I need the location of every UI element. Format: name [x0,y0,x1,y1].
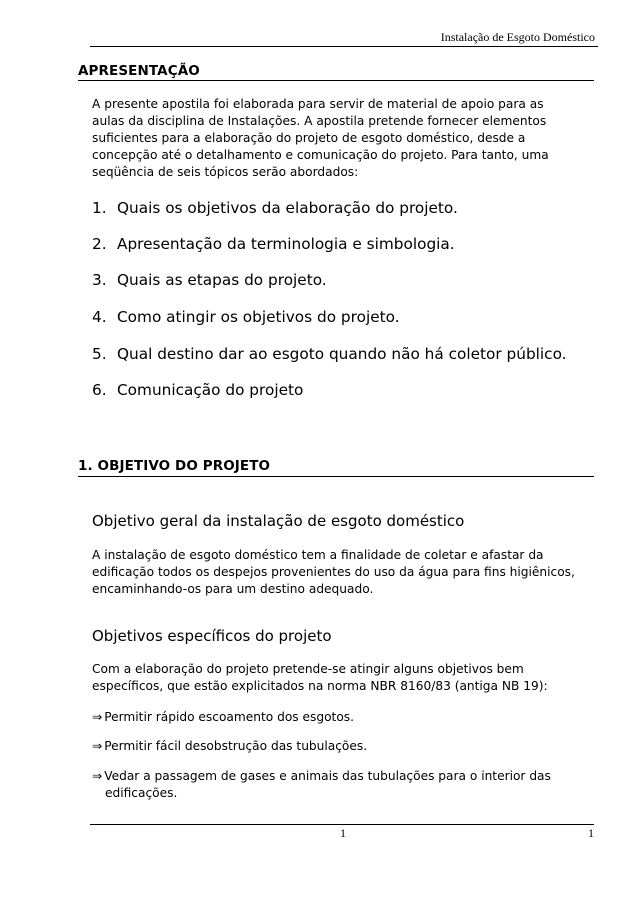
bullet-text: Permitir fácil desobstrução das tubulações. [104,739,368,753]
paragraph-line: A instalação de esgoto doméstico tem a finalidade de coletar e afastar da [92,548,544,562]
running-header: Instalação de Esgoto Doméstico [440,30,595,44]
paragraph-line: suficientes para a elaboração do projeto de esgoto doméstico, desde a [92,131,526,145]
presentation-title: APRESENTAÇÃO [78,63,200,79]
objective-section-title: 1. OBJETIVO DO PROJETO [78,458,271,474]
header-rule [90,46,598,47]
page-number-center: 1 [340,826,346,840]
paragraph-line: aulas da disciplina de Instalações. A apostila pretende fornecer elementos [92,114,547,128]
topic-item [92,235,455,253]
topic-text: Quais as etapas do projeto. [117,271,327,289]
double-arrow-icon: ⇒ [92,769,103,783]
bullet-text-continuation: edificações. [105,786,178,800]
paragraph-line: A presente apostila foi elaborada para servir de material de apoio para as [92,97,544,111]
paragraph-line: concepção até o detalhamento e comunicação do projeto. Para tanto, uma [92,148,549,162]
paragraph-line: encaminhando-os para um destino adequado. [92,582,374,596]
bullet-text: Permitir rápido escoamento dos esgotos. [104,710,354,724]
presentation-title-rule [78,80,594,81]
topic-text: Qual destino dar ao esgoto quando não há coletor público. [117,345,567,363]
general-objective-heading: Objetivo geral da instalação de esgoto doméstico [92,512,465,530]
objective-bullet [92,768,551,802]
general-objective-paragraph [92,547,575,598]
topic-item [92,271,327,289]
double-arrow-icon: ⇒ [92,739,103,753]
page-number-right: 1 [588,826,594,840]
paragraph-line: Com a elaboração do projeto pretende-se atingir alguns objetivos bem [92,662,524,676]
topic-text: Apresentação da terminologia e simbologia. [117,235,455,253]
topic-text: Comunicação do projeto [117,381,304,399]
specific-objectives-paragraph [92,661,548,695]
topic-number: 5. [92,345,107,363]
paragraph-line: seqüência de seis tópicos serão abordados: [92,165,359,179]
specific-objectives-heading: Objetivos específicos do projeto [92,627,332,645]
presentation-paragraph [92,96,549,181]
objective-bullet [92,738,367,755]
topic-number: 4. [92,308,107,326]
topic-item [92,199,458,217]
footer-rule [90,824,594,825]
topic-number: 1. [92,199,107,217]
topic-text: Quais os objetivos da elaboração do projeto. [117,199,458,217]
topic-text: Como atingir os objetivos do projeto. [117,308,400,326]
paragraph-line: edificação todos os despejos provenientes do uso da água para fins higiênicos, [92,565,575,579]
paragraph-line: específicos, que estão explicitados na norma NBR 8160/83 (antiga NB 19): [92,679,548,693]
topic-number: 6. [92,381,107,399]
objective-bullet [92,709,354,726]
topic-number: 3. [92,271,107,289]
double-arrow-icon: ⇒ [92,710,103,724]
topic-item [92,345,567,363]
objective-title-rule [78,476,594,477]
bullet-text: Vedar a passagem de gases e animais das tubulações para o interior das [104,769,551,783]
topic-number: 2. [92,235,107,253]
topic-item [92,381,303,399]
topic-item [92,308,400,326]
